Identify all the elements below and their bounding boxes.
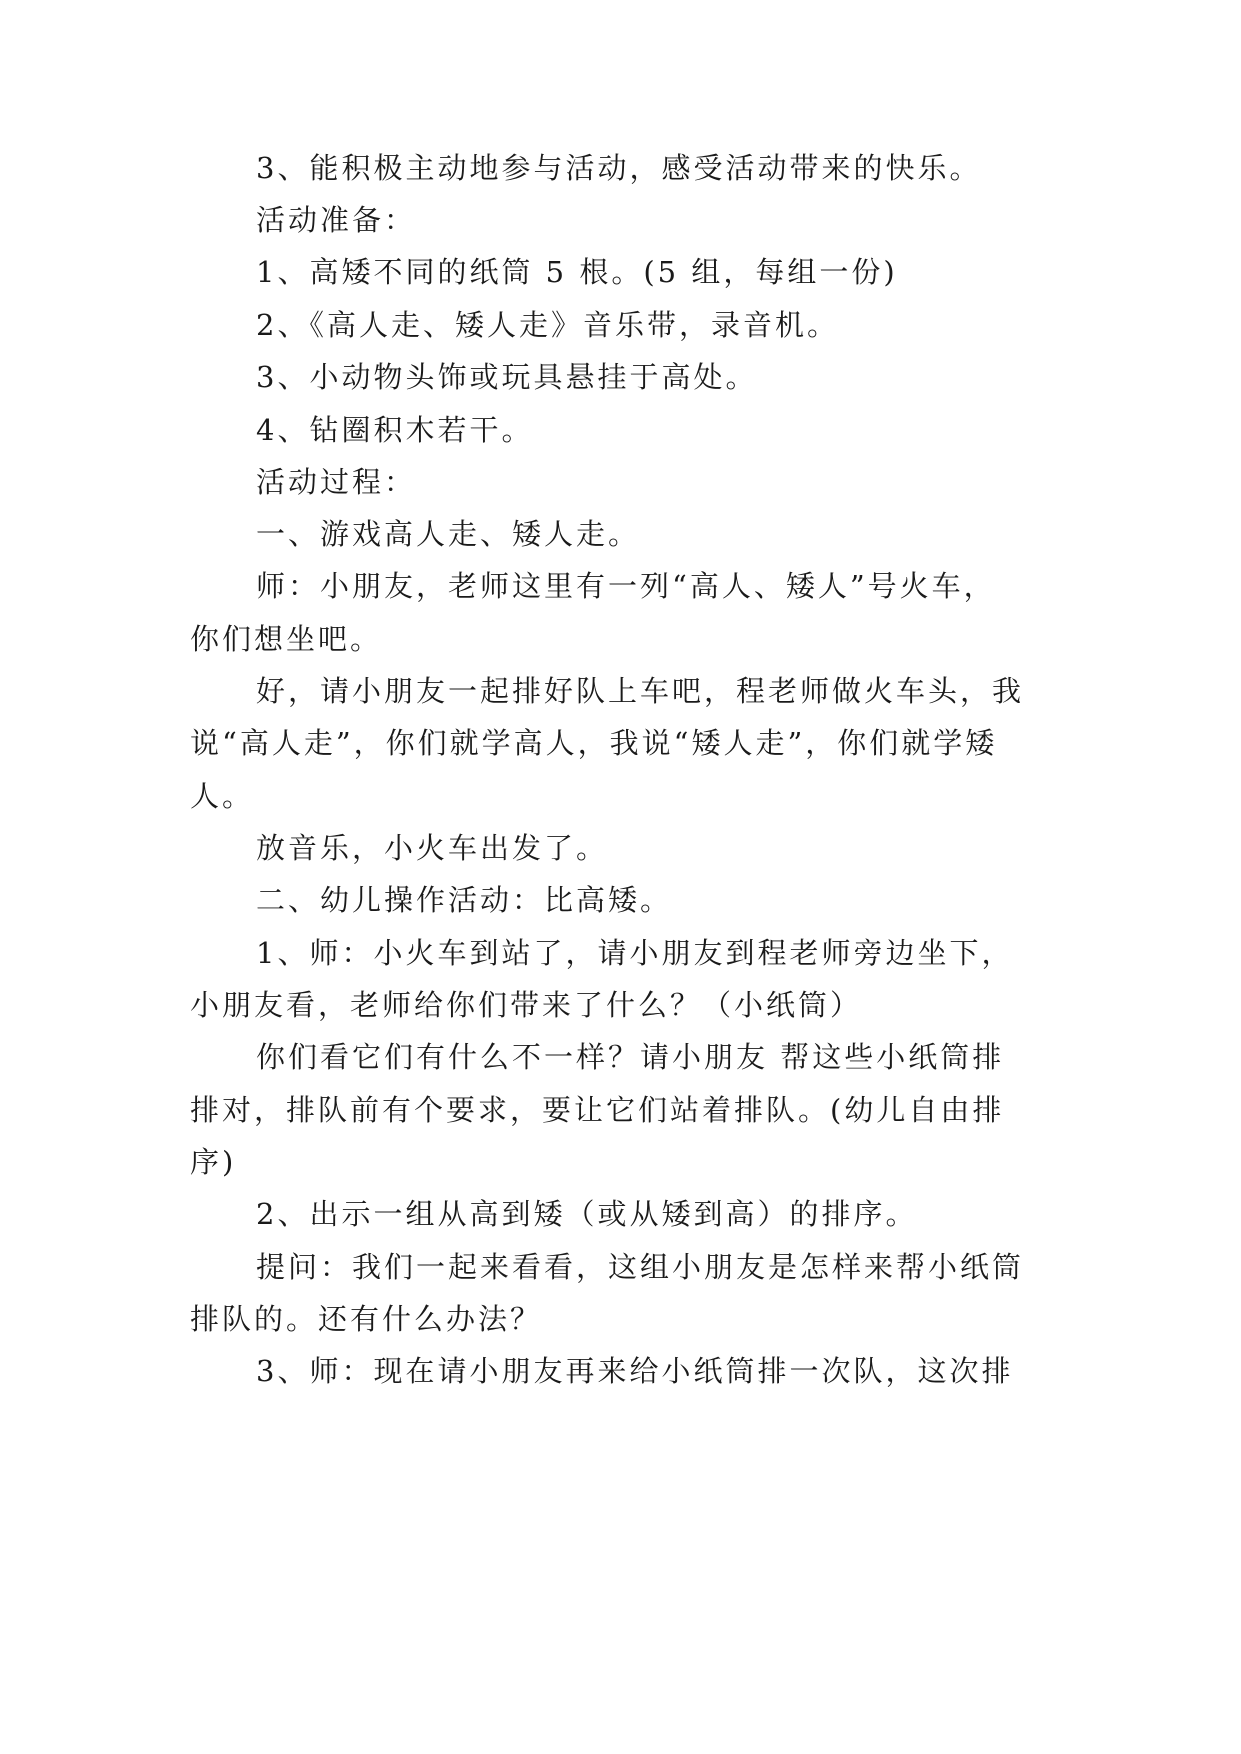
text-line: 3、师：现在请小朋友再来给小纸筒排一次队，这次排 — [256, 1354, 1014, 1388]
section-heading: 活动过程： — [256, 465, 417, 499]
text-line: 说“高人走”，你们就学高人，我说“矮人走”，你们就学矮 — [190, 726, 998, 760]
section-heading: 活动准备： — [256, 203, 417, 237]
text-line: 3、小动物头饰或玩具悬挂于高处。 — [256, 360, 758, 394]
text-line: 4、钻圈积木若干。 — [256, 413, 534, 447]
text-line: 排对，排队前有个要求，要让它们站着排队。(幼儿自由排 — [190, 1093, 1005, 1127]
text-line: 2、《高人走、矮人走》音乐带，录音机。 — [256, 308, 839, 342]
text-line: 排队的。还有什么办法？ — [190, 1302, 543, 1336]
text-line: 师：小朋友，老师这里有一列“高人、矮人”号火车， — [256, 569, 996, 603]
text-line: 你们想坐吧。 — [190, 622, 383, 656]
text-line: 放音乐，小火车出发了。 — [256, 831, 609, 865]
text-line: 2、出示一组从高到矮（或从矮到高）的排序。 — [256, 1197, 918, 1231]
text-line: 3、能积极主动地参与活动，感受活动带来的快乐。 — [256, 151, 982, 185]
text-line: 序) — [190, 1145, 237, 1179]
text-line: 提问：我们一起来看看，这组小朋友是怎样来帮小纸筒 — [256, 1250, 1025, 1284]
text-line: 1、师：小火车到站了，请小朋友到程老师旁边坐下， — [256, 936, 1014, 970]
text-line: 人。 — [190, 779, 255, 813]
text-line: 二、幼儿操作活动：比高矮。 — [256, 883, 673, 917]
text-line: 你们看它们有什么不一样？请小朋友 帮这些小纸筒排 — [256, 1040, 1005, 1074]
text-line: 一、游戏高人走、矮人走。 — [256, 517, 641, 551]
text-line: 小朋友看，老师给你们带来了什么？（小纸筒） — [190, 988, 863, 1022]
text-line: 1、高矮不同的纸筒 5 根。(5 组，每组一份) — [256, 255, 898, 289]
text-line: 好，请小朋友一起排好队上车吧，程老师做火车头，我 — [256, 674, 1025, 708]
